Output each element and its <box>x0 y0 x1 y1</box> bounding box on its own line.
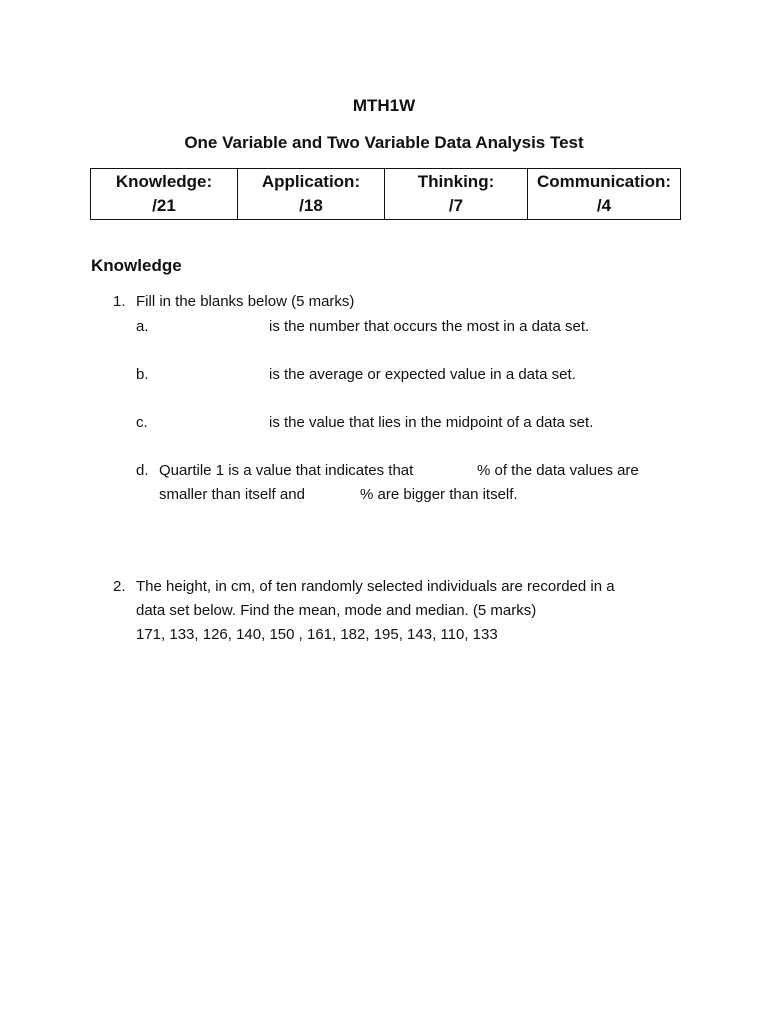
marks-category: Thinking: <box>417 172 495 191</box>
section-heading: Knowledge <box>91 256 182 275</box>
question-data-line: 171, 133, 126, 140, 150 , 161, 182, 195, 143, 110, 133 <box>136 626 498 643</box>
question-text-line: data set below. Find the mean, mode and median. (5 marks) <box>136 602 537 619</box>
marks-cell-communication <box>528 169 681 220</box>
question-number: 1. <box>113 293 126 310</box>
part-d-line1-end: % of the data values are <box>477 462 639 479</box>
part-text: is the average or expected value in a data set. <box>269 366 576 383</box>
marks-score: /7 <box>448 196 464 215</box>
part-d-line2-end: % are bigger than itself. <box>360 486 518 503</box>
part-letter: d. <box>136 462 149 479</box>
part-text: is the number that occurs the most in a data set. <box>269 318 590 335</box>
part-letter: b. <box>136 366 149 383</box>
test-title: One Variable and Two Variable Data Analysis Test <box>184 133 584 152</box>
marks-category: Application: <box>261 172 361 191</box>
part-letter: c. <box>136 414 148 431</box>
marks-cell-application <box>238 169 385 220</box>
question-prompt: Fill in the blanks below (5 marks) <box>136 293 355 310</box>
part-d-line1-start: Quartile 1 is a value that indicates that <box>159 462 414 479</box>
marks-category: Knowledge: <box>115 172 213 191</box>
part-text: is the value that lies in the midpoint of a data set. <box>269 414 594 431</box>
question-number: 2. <box>113 578 126 595</box>
course-code: MTH1W <box>352 96 416 115</box>
question-text-line: The height, in cm, of ten randomly selected individuals are recorded in a <box>136 578 615 595</box>
part-letter: a. <box>136 318 149 335</box>
marks-table <box>90 168 681 220</box>
marks-score: /21 <box>152 196 176 215</box>
part-d-line2-start: smaller than itself and <box>159 486 305 503</box>
marks-score: /4 <box>596 196 612 215</box>
marks-score: /18 <box>299 196 323 215</box>
marks-cell-knowledge <box>91 169 238 220</box>
marks-cell-thinking <box>385 169 528 220</box>
marks-category: Communication: <box>536 172 672 191</box>
